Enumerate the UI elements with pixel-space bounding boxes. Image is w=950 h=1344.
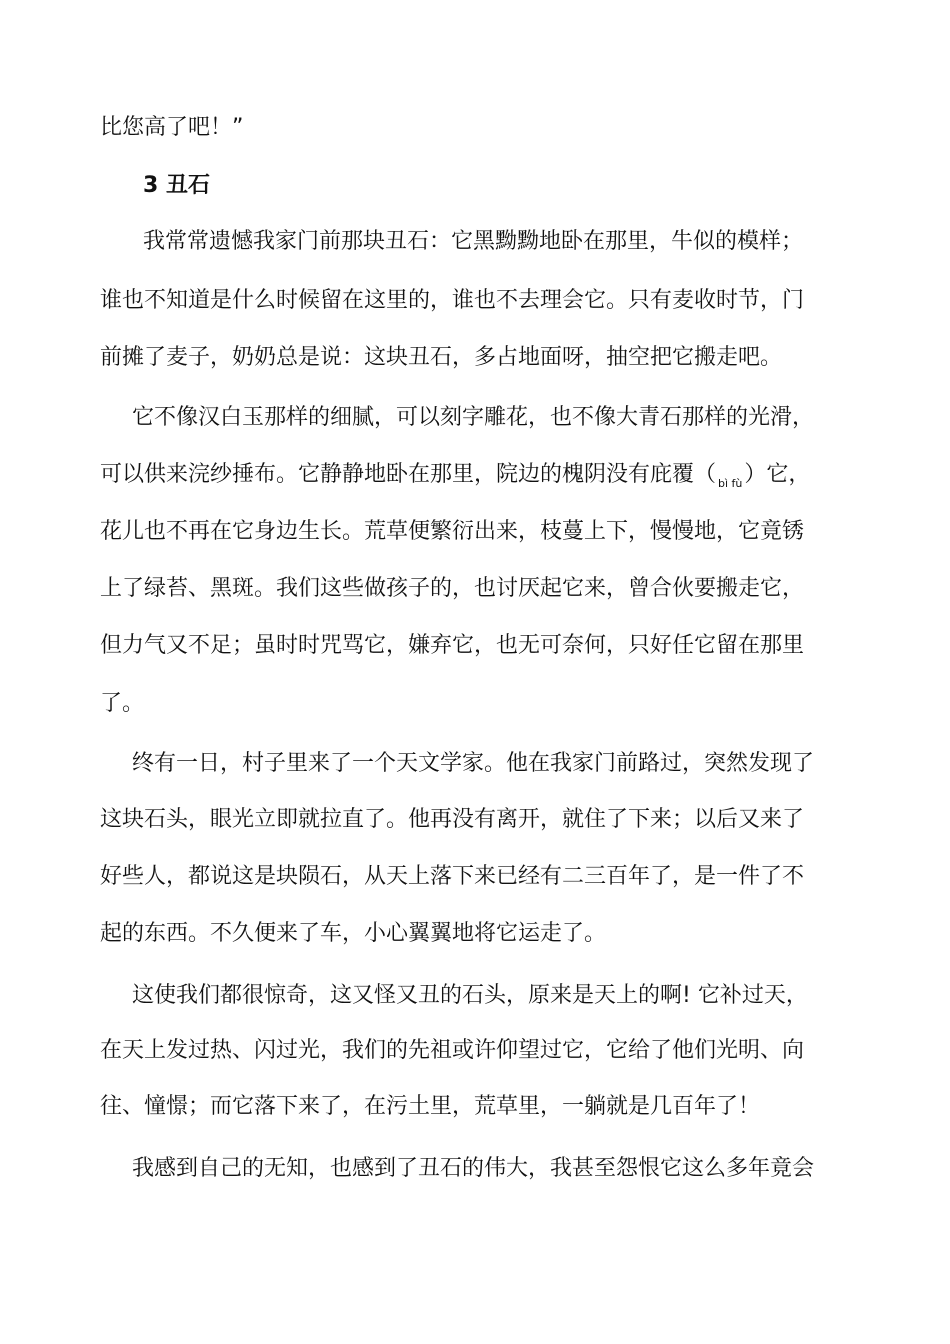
text-line: 在天上发过热、闪过光，我们的先祖或许仰望过它，它给了他们光明、向 bbox=[100, 1038, 805, 1063]
text-line: 终有一日，村子里来了一个天文学家。他在我家门前路过，突然发现了 bbox=[132, 751, 815, 776]
text-segment: ）它， bbox=[744, 462, 811, 487]
text-line: 这使我们都很惊奇，这又怪又丑的石头，原来是天上的啊! 它补过天， bbox=[132, 983, 808, 1008]
text-line: 往、憧憬；而它落下来了，在污土里，荒草里，一躺就是几百年了！ bbox=[100, 1094, 761, 1119]
text-line: 但力气又不足；虽时时咒骂它，嫌弃它，也无可奈何，只好任它留在那里 bbox=[100, 633, 805, 658]
text-line: 谁也不知道是什么时候留在这里的，谁也不去理会它。只有麦收时节，门 bbox=[100, 288, 805, 313]
text-line: 我常常遗憾我家门前那块丑石：它黑黝黝地卧在那里，牛似的模样； bbox=[143, 229, 804, 254]
text-line: 我感到自己的无知，也感到了丑石的伟大，我甚至怨恨它这么多年竟会 bbox=[132, 1156, 815, 1181]
text-line: 上了绿苔、黑斑。我们这些做孩子的，也讨厌起它来，曾合伙要搬走它， bbox=[100, 576, 805, 601]
text-line: 前摊了麦子，奶奶总是说：这块丑石，多占地面呀，抽空把它搬走吧。 bbox=[100, 345, 783, 370]
text-line: 这块石头，眼光立即就拉直了。他再没有离开，就住了下来；以后又来了 bbox=[100, 807, 805, 832]
text-segment: 可以供来浣纱捶布。它静静地卧在那里，院边的槐阴没有庇覆（ bbox=[100, 462, 717, 487]
text-line: 起的东西。不久便来了车，小心翼翼地将它运走了。 bbox=[100, 921, 607, 946]
text-line: 花儿也不再在它身边生长。荒草便繁衍出来，枝蔓上下，慢慢地，它竟锈 bbox=[100, 519, 805, 544]
text-line: 它不像汉白玉那样的细腻，可以刻字雕花，也不像大青石那样的光滑， bbox=[132, 405, 815, 430]
text-line: 比您高了吧！” bbox=[100, 115, 244, 140]
text-line-with-pinyin bbox=[100, 460, 830, 499]
text-line: 好些人，都说这是块陨石，从天上落下来已经有二三百年了，是一件了不 bbox=[100, 864, 805, 889]
pinyin-annotation: bì fù bbox=[718, 477, 743, 490]
text-line: 了。 bbox=[100, 691, 145, 716]
section-heading: 3 丑石 bbox=[143, 173, 210, 198]
